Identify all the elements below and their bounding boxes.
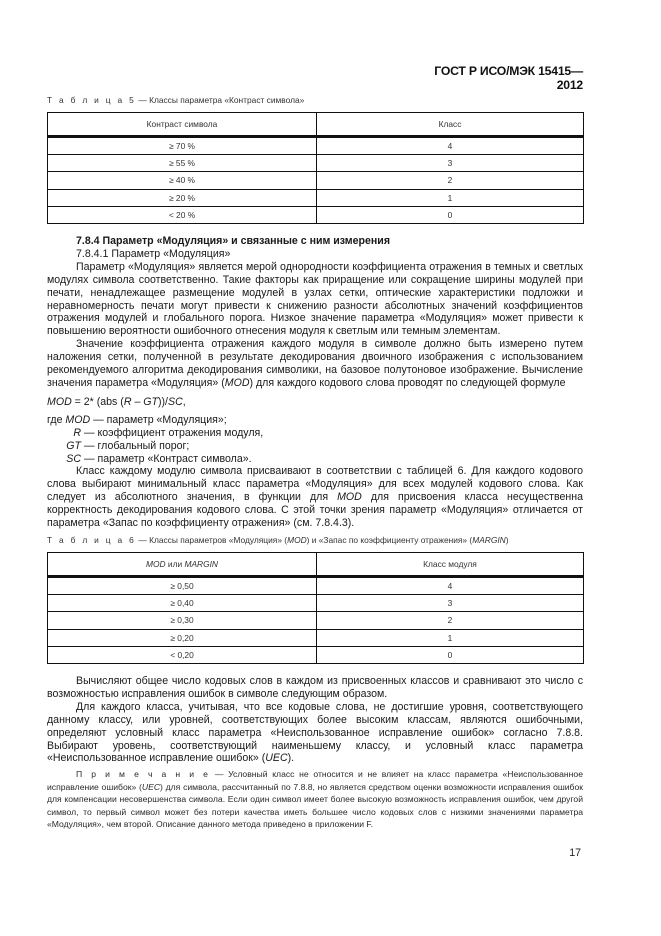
table5-cell-contrast: ≥ 70 % <box>48 137 317 155</box>
note-block <box>47 768 583 831</box>
symbol-margin: MARGIN <box>184 559 218 569</box>
text-span: ) для каждого кодового слова проводят по следующей формуле <box>249 376 566 389</box>
definition-symbol: MOD <box>65 413 91 426</box>
table5-cell-contrast: ≥ 55 % <box>48 155 317 172</box>
table5-caption <box>47 95 304 105</box>
definition-symbol: R <box>73 426 81 439</box>
table6-col-module-grade: Класс модуля <box>317 553 584 577</box>
table6-cell-value: < 0,20 <box>48 646 317 663</box>
table6-cell-grade: 4 <box>317 577 584 595</box>
table5-cell-grade: 2 <box>317 172 584 189</box>
section-after-table6 <box>47 675 583 765</box>
section-7-8-4 <box>47 235 583 530</box>
table5-cell-contrast: ≥ 40 % <box>48 172 317 189</box>
table5-header-row <box>48 113 584 137</box>
symbol-uec: UEC <box>141 781 161 792</box>
table-row <box>48 206 584 223</box>
table6-cell-value: ≥ 0,20 <box>48 629 317 646</box>
text-span: ). <box>287 752 295 765</box>
table6-cell-grade: 0 <box>317 646 584 663</box>
table-row <box>48 629 584 646</box>
formula-part: ))/ <box>158 395 168 408</box>
table6-caption <box>47 535 509 545</box>
symbol-mod: MOD <box>224 376 250 389</box>
table6-header-row <box>48 553 584 577</box>
symbol-mod: MOD <box>287 535 307 545</box>
table-row <box>48 646 584 663</box>
formula-part: , <box>182 395 186 408</box>
table5-cell-grade: 3 <box>317 155 584 172</box>
definition-r <box>47 427 583 440</box>
table-row <box>48 172 584 189</box>
paragraph-codeword-count: Вычисляют общее число кодовых слов в каждом из присвоенных классов и сравнивают это число с возможностью исправления ошибок в символе следующим образом. <box>47 675 583 700</box>
symbol-uec: UEC <box>265 752 288 765</box>
definition-text: — коэффициент отражения модуля, <box>84 426 264 439</box>
table5-caption-text: — Классы параметра «Контраст символа» <box>136 95 305 105</box>
formula-definitions <box>47 414 583 466</box>
definition-sc <box>47 453 583 466</box>
table6-cell-grade: 2 <box>317 612 584 629</box>
table6-cell-value: ≥ 0,50 <box>48 577 317 595</box>
table6-cell-grade: 3 <box>317 595 584 612</box>
table5-symbol-contrast <box>47 112 584 224</box>
formula-gt: GT <box>143 395 158 408</box>
text-span: — Условный класс не относится и не влияет на класс параметра «Неиспользованное исправление ошибок» ( <box>47 769 583 792</box>
formula-part: = 2* (abs ( <box>71 395 124 408</box>
symbol-mod: MOD <box>146 559 166 569</box>
note-label: П р и м е ч а н и е <box>76 769 211 779</box>
paragraph-modulation-measurement <box>47 338 583 390</box>
table-row <box>48 137 584 155</box>
definition-gt <box>47 440 583 453</box>
note-paragraph <box>47 768 583 831</box>
formula-lhs: MOD <box>47 395 72 408</box>
table-row <box>48 155 584 172</box>
definition-text: — параметр «Модуляция»; <box>90 413 227 426</box>
page-number: 17 <box>569 847 581 859</box>
table-row <box>48 577 584 595</box>
table6-cell-grade: 1 <box>317 629 584 646</box>
text-span: Значение коэффициента отражения каждого модуля в символе должно быть измерено путем наложения сетки, полученной в результате декодирования двоичного изображения с использованием рекомендуемого алгоритма декодирования символики, на базовое полутоновое изображение. Вычисление значения параметра «Модуляция» ( <box>47 338 583 389</box>
text-span: или <box>165 559 185 569</box>
formula-part: – <box>131 395 144 408</box>
formula-sc: SC <box>168 395 183 408</box>
document-header-id: ГОСТ Р ИСО/МЭК 15415—2012 <box>434 64 583 92</box>
paragraph-modulation-definition: Параметр «Модуляция» является мерой однородности коэффициента отражения в темных и светлых модулях символа соответственно. Такие факторы как приращение или сокращение ширины модулей при печати, ненадлежащее размещение модулей в узлах сетки, оптические характеристики подложки и неравномерность печати могут привести к снижению разности абсолютных значений коэффициентов отражения модулей и глобального порога. Низкое значение параметра «Модуляция» может привести к повышению вероятности ошибочного отнесения модуля к светлым или темным элементам. <box>47 260 583 338</box>
text-span: ) для символа, рассчитанный по 7.8.8, но является средством оценки возможности исправления ошибок для компенсации несовершенства символа. Если один символ имеет более высокую возможность исправления ошибок, чем другой символ, то первый символ может без потери качества иметь большее число кодовых слов с низкими значениями параметра «Модуляция», чем второй. Описание данного метода приведено в приложении F. <box>47 781 583 830</box>
subsection-heading: 7.8.4.1 Параметр «Модуляция» <box>76 247 231 260</box>
table5-col-contrast: Контраст символа <box>48 113 317 137</box>
table-row <box>48 612 584 629</box>
definition-text: — глобальный порог; <box>84 439 190 452</box>
paragraph-grade-assignment <box>47 465 583 530</box>
table5-cell-grade: 0 <box>317 206 584 223</box>
section-heading: 7.8.4 Параметр «Модуляция» и связанные с ним измерения <box>76 235 390 247</box>
symbol-margin: MARGIN <box>472 535 506 545</box>
text-span: ) и «Запас по коэффициенту отражения» ( <box>306 535 473 545</box>
definition-symbol: GT <box>66 439 81 452</box>
table-row <box>48 595 584 612</box>
table-row <box>48 189 584 206</box>
text-span: — Классы параметров «Модуляция» ( <box>136 535 288 545</box>
text-span: для присвоения класса несущественна корректность декодирования кодового слова. С этой точки зрения параметр «Модуляция» отличается от параметра «Запас по коэффициенту отражения» (см. 7.8.4.3). <box>47 491 583 530</box>
table6-modulation-grades <box>47 552 584 664</box>
table6-cell-value: ≥ 0,30 <box>48 612 317 629</box>
definition-mod <box>47 414 583 427</box>
definition-symbol: SC <box>66 452 81 465</box>
table5-cell-contrast: < 20 % <box>48 206 317 223</box>
table5-cell-grade: 4 <box>317 137 584 155</box>
table5-cell-grade: 1 <box>317 189 584 206</box>
definition-text: — параметр «Контраст символа». <box>84 452 252 465</box>
text-span: Для каждого класса, учитывая, что все кодовые слова, не достигшие уровня, соответствующего данному классу, или уровней, соответствующих более высоким классам, являются ошибочными, определяют условный класс параметра «Неиспользованное исправление ошибок» согласно 7.8.8. Выбирают уровень, соответствующий наименьшему классу, и условный класс параметра «Неиспользованное исправление ошибок» ( <box>47 700 583 765</box>
table6-col-mod-margin <box>48 553 317 577</box>
table6-cell-value: ≥ 0,40 <box>48 595 317 612</box>
symbol-mod: MOD <box>337 491 362 504</box>
text-span: Класс каждому модулю символа присваивают в соответствии с таблицей 6. Для каждого кодового слова выбирают минимальный класс параметра «Модуляция» для всех модулей кодового слова. Как следует из абсолютного значения, в функции для <box>47 465 583 504</box>
paragraph-notional-grade <box>47 701 583 766</box>
table6-caption-label: Т а б л и ц а 6 <box>47 535 137 545</box>
definition-prefix: где <box>47 413 66 426</box>
table5-caption-label: Т а б л и ц а 5 <box>47 95 137 105</box>
formula-r: R <box>123 395 132 408</box>
formula-mod <box>47 396 583 409</box>
table5-cell-contrast: ≥ 20 % <box>48 189 317 206</box>
text-span: ) <box>505 535 509 545</box>
table5-col-grade: Класс <box>317 113 584 137</box>
